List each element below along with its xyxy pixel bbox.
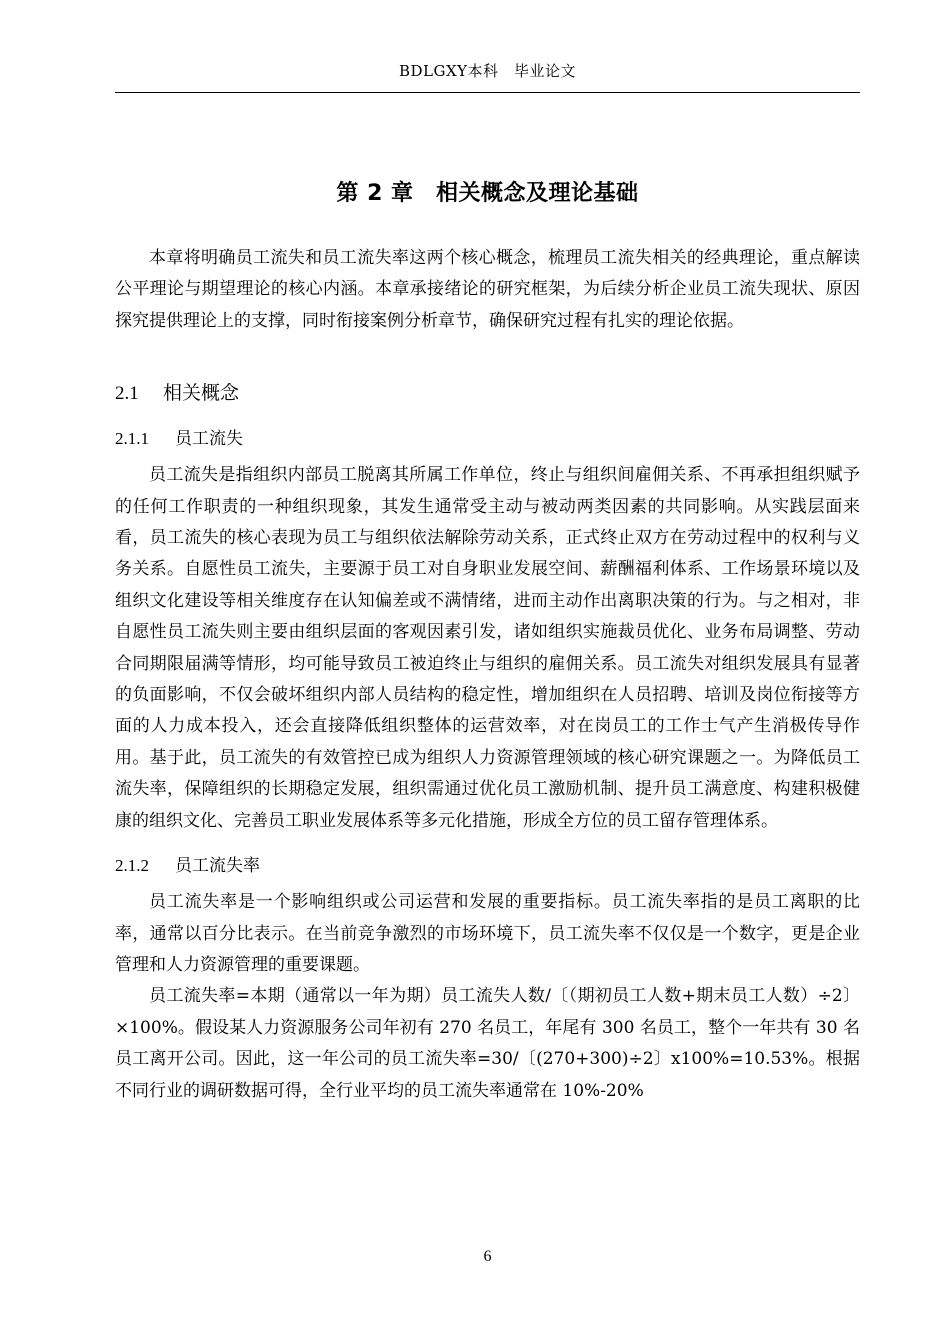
section-number: 2.1 xyxy=(115,383,139,405)
section-title: 相关概念 xyxy=(163,382,240,405)
subsection-heading-2-1-2 xyxy=(115,851,860,881)
subsection-title: 员工流失率 xyxy=(175,856,260,877)
chapter-title: 第 2 章 相关概念及理论基础 xyxy=(336,181,639,206)
turnover-rate-paragraph: 员工流失率是一个影响组织或公司运营和发展的重要指标。员工流失率指的是员工离职的比率，通常以百分比表示。在当前竞争激烈的市场环境下，员工流失率不仅仅是一个数字，更是企业管理和人力资源管理的重要课题。 xyxy=(115,892,860,975)
header-rule xyxy=(115,92,860,93)
subsection-number: 2.1.1 xyxy=(115,429,149,449)
subsection-heading-2-1-1 xyxy=(115,424,860,454)
turnover-rate-formula-paragraph: 员工流失率=本期（通常以一年为期）员工流失人数/〔（期初员工人数+期末员工人数）÷2〕×100%。假设某人力资源服务公司年初有 270 名员工，年尾有 300 名员工，整个一年共有 30 名员工离开公司。因此，这一年公司的员工流失率=30/〔(270+300)÷2〕x100%=10.53%。根据不同行业的调研数据可得，全行业平均的员工流失率通常在 10%-20% xyxy=(115,986,860,1101)
running-header: BDLGXY本科 毕业论文 xyxy=(398,62,577,80)
body-text xyxy=(115,243,860,1107)
page-number: 6 xyxy=(483,1248,492,1265)
subsection-number: 2.1.2 xyxy=(115,856,149,876)
chapter-intro-paragraph: 本章将明确员工流失和员工流失率这两个核心概念，梳理员工流失相关的经典理论，重点解读公平理论与期望理论的核心内涵。本章承接绪论的研究框架，为后续分析企业员工流失现状、原因探究提供理论上的支撑，同时衔接案例分析章节，确保研究过程有扎实的理论依据。 xyxy=(115,248,860,331)
subsection-title: 员工流失 xyxy=(175,429,243,450)
section-heading-2-1 xyxy=(115,377,860,410)
employee-turnover-paragraph: 员工流失是指组织内部员工脱离其所属工作单位，终止与组织间雇佣关系、不再承担组织赋予的任何工作职责的一种组织现象，其发生通常受主动与被动两类因素的共同影响。从实践层面来看，员工流失的核心表现为员工与组织依法解除劳动关系，正式终止双方在劳动过程中的权利与义务关系。自愿性员工流失，主要源于员工对自身职业发展空间、薪酬福利体系、工作场景环境以及组织文化建设等相关维度存在认知偏差或不满情绪，进而主动作出离职决策的行为。与之相对，非自愿性员工流失则主要由组织层面的客观因素引发，诸如组织实施裁员优化、业务布局调整、劳动合同期限届满等情形，均可能导致员工被迫终止与组织的雇佣关系。员工流失对组织发展具有显著的负面影响，不仅会破坏组织内部人员结构的稳定性，增加组织在人员招聘、培训及岗位衔接等方面的人力成本投入，还会直接降低组织整体的运营效率，对在岗员工的工作士气产生消极传导作用。基于此，员工流失的有效管控已成为组织人力资源管理领域的核心研究课题之一。为降低员工流失率，保障组织的长期稳定发展，组织需通过优化员工激励机制、提升员工满意度、构建积极健康的组织文化、完善员工职业发展体系等多元化措施，形成全方位的员工留存管理体系。 xyxy=(115,465,860,831)
